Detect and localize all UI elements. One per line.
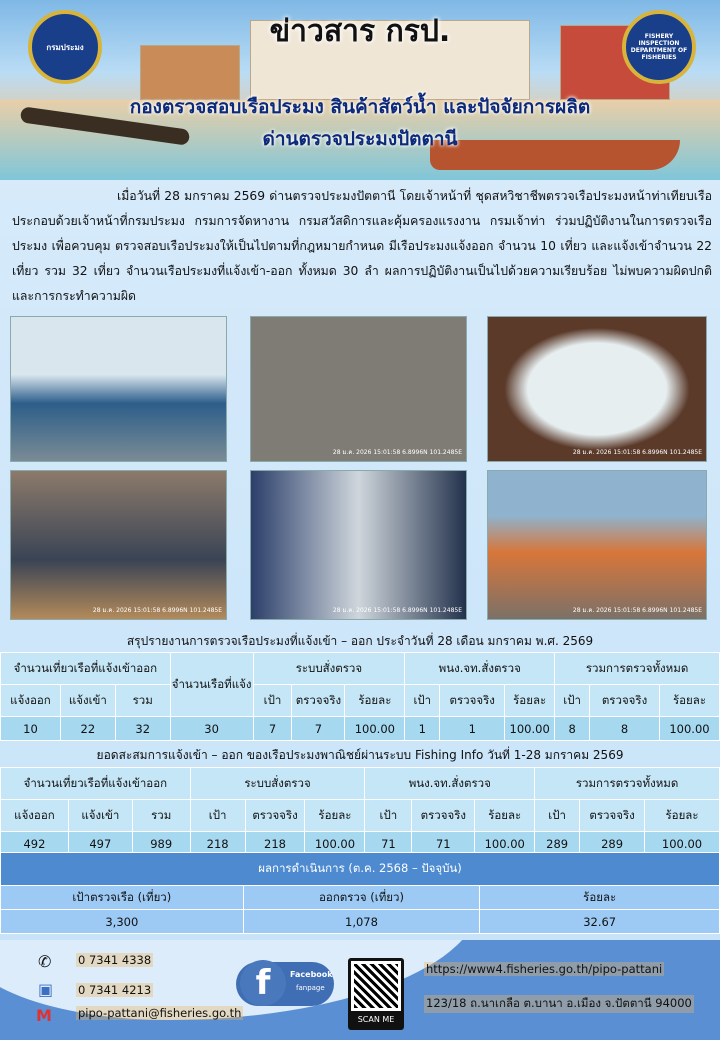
results-title: ผลการดำเนินการ (ต.ค. 2568 – ปัจจุบัน): [1, 853, 720, 886]
column-header: เป้า: [365, 800, 412, 832]
table-cell: 8: [555, 717, 590, 741]
qr-pattern: [351, 961, 401, 1011]
column-header: เป้า: [190, 800, 245, 832]
column-header: ตรวจจริง: [412, 800, 475, 832]
column-header: ร้อยละ: [505, 685, 555, 717]
table-cell: 71: [412, 832, 475, 856]
news-paragraph: เมื่อวันที่ 28 มกราคม 2569 ด่านตรวจประมงปัตตานี โดยเจ้าหน้าที่ ชุดสหวิชาชีพตรวจเรือประมงหน้าท่าเทียบเรือ ประกอบด้วยเจ้าหน้าที่กรมประมง กรมการจัดหางาน กรมสวัสดิการและคุ้มครองแรงงาน กรมเจ้าท่า ร่วมปฏิบัติงานในการตรวจเรือประมง เพื่อควบคุม ตรวจสอบเรือประมงให้เป็นไปตามที่กฎหมายกำหนด มีเรือประมงแจ้งออก จำนวน 10 เที่ยว และแจ้งเข้าจำนวน 22 เที่ยว รวม 32 เที่ยว จำนวนเรือประมงที่แจ้งเข้า-ออก ทั้งหมด 30 ลำ ผลการปฏิบัติงานเป็นไปด้วยความเรียบร้อย ไม่พบความผิดปกติและการกระทำความผิด: [12, 189, 712, 303]
facebook-button[interactable]: [236, 962, 334, 1006]
table-cell: 1: [440, 717, 505, 741]
column-header: แจ้งเข้า: [60, 685, 115, 717]
table-cell: 218: [190, 832, 245, 856]
column-header: แจ้งออก: [1, 800, 69, 832]
photo-crew-lineup: [487, 470, 707, 620]
column-header: เป้า: [405, 685, 440, 717]
photo-timestamp: 28 ม.ค. 2026 15:01:58 6.8996N 101.2485E: [92, 607, 222, 614]
table-cell: 71: [365, 832, 412, 856]
column-header: ตรวจจริง: [440, 685, 505, 717]
website-link[interactable]: https://www4.fisheries.go.th/pipo-pattani: [426, 962, 663, 976]
newsletter-title: ข่าวสาร กรป.: [269, 14, 451, 49]
table-cell: 30: [170, 717, 253, 741]
results-col-percent: ร้อยละ: [480, 886, 720, 910]
footer: [0, 940, 720, 1040]
photo-timestamp: 28 ม.ค. 2026 15:01:58 6.8996N 101.2485E: [572, 449, 702, 456]
column-header: รวม: [115, 685, 170, 717]
table-cell: 100.00: [645, 832, 720, 856]
fax-icon: ▣: [38, 980, 54, 999]
table-cell: 100.00: [345, 717, 405, 741]
cumulative-table: [0, 767, 720, 856]
table-cell: 22: [60, 717, 115, 741]
photo-officers: [250, 470, 467, 620]
column-header: ตรวจจริง: [245, 800, 305, 832]
header-total: รวมการตรวจทั้งหมด: [535, 768, 720, 800]
table-cell: 8: [590, 717, 660, 741]
results-col-target: เป้าตรวจเรือ (เที่ยว): [1, 886, 244, 910]
scan-me-label: SCAN ME: [357, 1015, 395, 1024]
table-cell: 100.00: [505, 717, 555, 741]
table-cell: 100.00: [659, 717, 719, 741]
table-cell: 289: [535, 832, 580, 856]
column-header: รวม: [132, 800, 190, 832]
header-boats: จำนวนเรือที่แจ้ง: [170, 653, 253, 717]
header-banner: [0, 0, 720, 180]
cumulative-table-title: ยอดสะสมการแจ้งเข้า – ออก ของเรือประมงพาณิชย์ผ่านระบบ Fishing Info วันที่ 1-28 มกราคม 2569: [96, 748, 624, 762]
address: 123/18 ถ.นาเกลือ ต.บานา อ.เมือง จ.ปัตตานี 94000: [424, 995, 694, 1013]
column-header: ร้อยละ: [659, 685, 719, 717]
column-header: ตรวจจริง: [580, 800, 645, 832]
results-inspected: 1,078: [243, 910, 480, 934]
column-header: เป้า: [253, 685, 292, 717]
photo-timestamp: 28 ม.ค. 2026 15:01:58 6.8996N 101.2485E: [332, 607, 462, 614]
results-target: 3,300: [1, 910, 244, 934]
results-table: [0, 852, 720, 934]
gmail-icon: M: [36, 1006, 52, 1025]
column-header: แจ้งเข้า: [68, 800, 132, 832]
table-cell: 989: [132, 832, 190, 856]
header-trips: จำนวนเที่ยวเรือที่แจ้งเข้าออก: [1, 768, 191, 800]
daily-summary-table: [0, 652, 720, 741]
header-system: ระบบสั่งตรวจ: [190, 768, 365, 800]
column-header: ตรวจจริง: [292, 685, 345, 717]
table-cell: 492: [1, 832, 69, 856]
header-total: รวมการตรวจทั้งหมด: [555, 653, 720, 685]
photo-hold: [250, 316, 467, 462]
header-officer: พนง.จท.สั่งตรวจ: [405, 653, 555, 685]
column-header: แจ้งออก: [1, 685, 61, 717]
column-header: ร้อยละ: [305, 800, 365, 832]
table-cell: 1: [405, 717, 440, 741]
column-header: ร้อยละ: [475, 800, 535, 832]
phone-number[interactable]: 0 7341 4338: [78, 953, 152, 967]
header-officer: พนง.จท.สั่งตรวจ: [365, 768, 535, 800]
table-cell: 10: [1, 717, 61, 741]
column-header: เป้า: [535, 800, 580, 832]
division-title: กองตรวจสอบเรือประมง สินค้าสัตว์น้ำ และปัจจัยการผลิต: [129, 96, 591, 118]
table-cell: 289: [580, 832, 645, 856]
column-header: ตรวจจริง: [590, 685, 660, 717]
table-cell: 32: [115, 717, 170, 741]
photo-ice-hold: [487, 316, 707, 462]
photo-boat: [10, 316, 227, 462]
header-trips: จำนวนเที่ยวเรือที่แจ้งเข้าออก: [1, 653, 171, 685]
fanpage-label: fanpage: [296, 984, 325, 992]
results-percent: 32.67: [480, 910, 720, 934]
logo-right-text: FISHERY INSPECTION DEPARTMENT OF FISHERIES: [630, 33, 688, 61]
facebook-icon: f: [240, 960, 286, 1006]
table-cell: 7: [253, 717, 292, 741]
column-header: ร้อยละ: [645, 800, 720, 832]
office-title: ด่านตรวจประมงปัตตานี: [262, 128, 458, 150]
table-cell: 497: [68, 832, 132, 856]
table-cell: 100.00: [305, 832, 365, 856]
logo-left-text: กรมประมง: [46, 42, 84, 52]
photo-timestamp: 28 ม.ค. 2026 15:01:58 6.8996N 101.2485E: [572, 607, 702, 614]
photo-timestamp: 28 ม.ค. 2026 15:01:58 6.8996N 101.2485E: [332, 449, 462, 456]
daily-table-title: สรุปรายงานการตรวจเรือประมงที่แจ้งเข้า – ออก ประจำวันที่ 28 เดือน มกราคม พ.ศ. 2569: [126, 634, 594, 648]
table-cell: 100.00: [475, 832, 535, 856]
table-cell: 218: [245, 832, 305, 856]
results-col-inspected: ออกตรวจ (เที่ยว): [243, 886, 480, 910]
qr-code[interactable]: [348, 958, 404, 1030]
fax-number: 0 7341 4213: [78, 983, 152, 997]
column-header: ร้อยละ: [345, 685, 405, 717]
table-cell: 7: [292, 717, 345, 741]
email-link[interactable]: pipo-pattani@fisheries.go.th: [78, 1006, 242, 1020]
column-header: เป้า: [555, 685, 590, 717]
photo-inspection-crew: [10, 470, 227, 620]
phone-icon: ✆: [38, 952, 52, 971]
facebook-label: Facebook: [290, 970, 333, 979]
header-system: ระบบสั่งตรวจ: [253, 653, 405, 685]
